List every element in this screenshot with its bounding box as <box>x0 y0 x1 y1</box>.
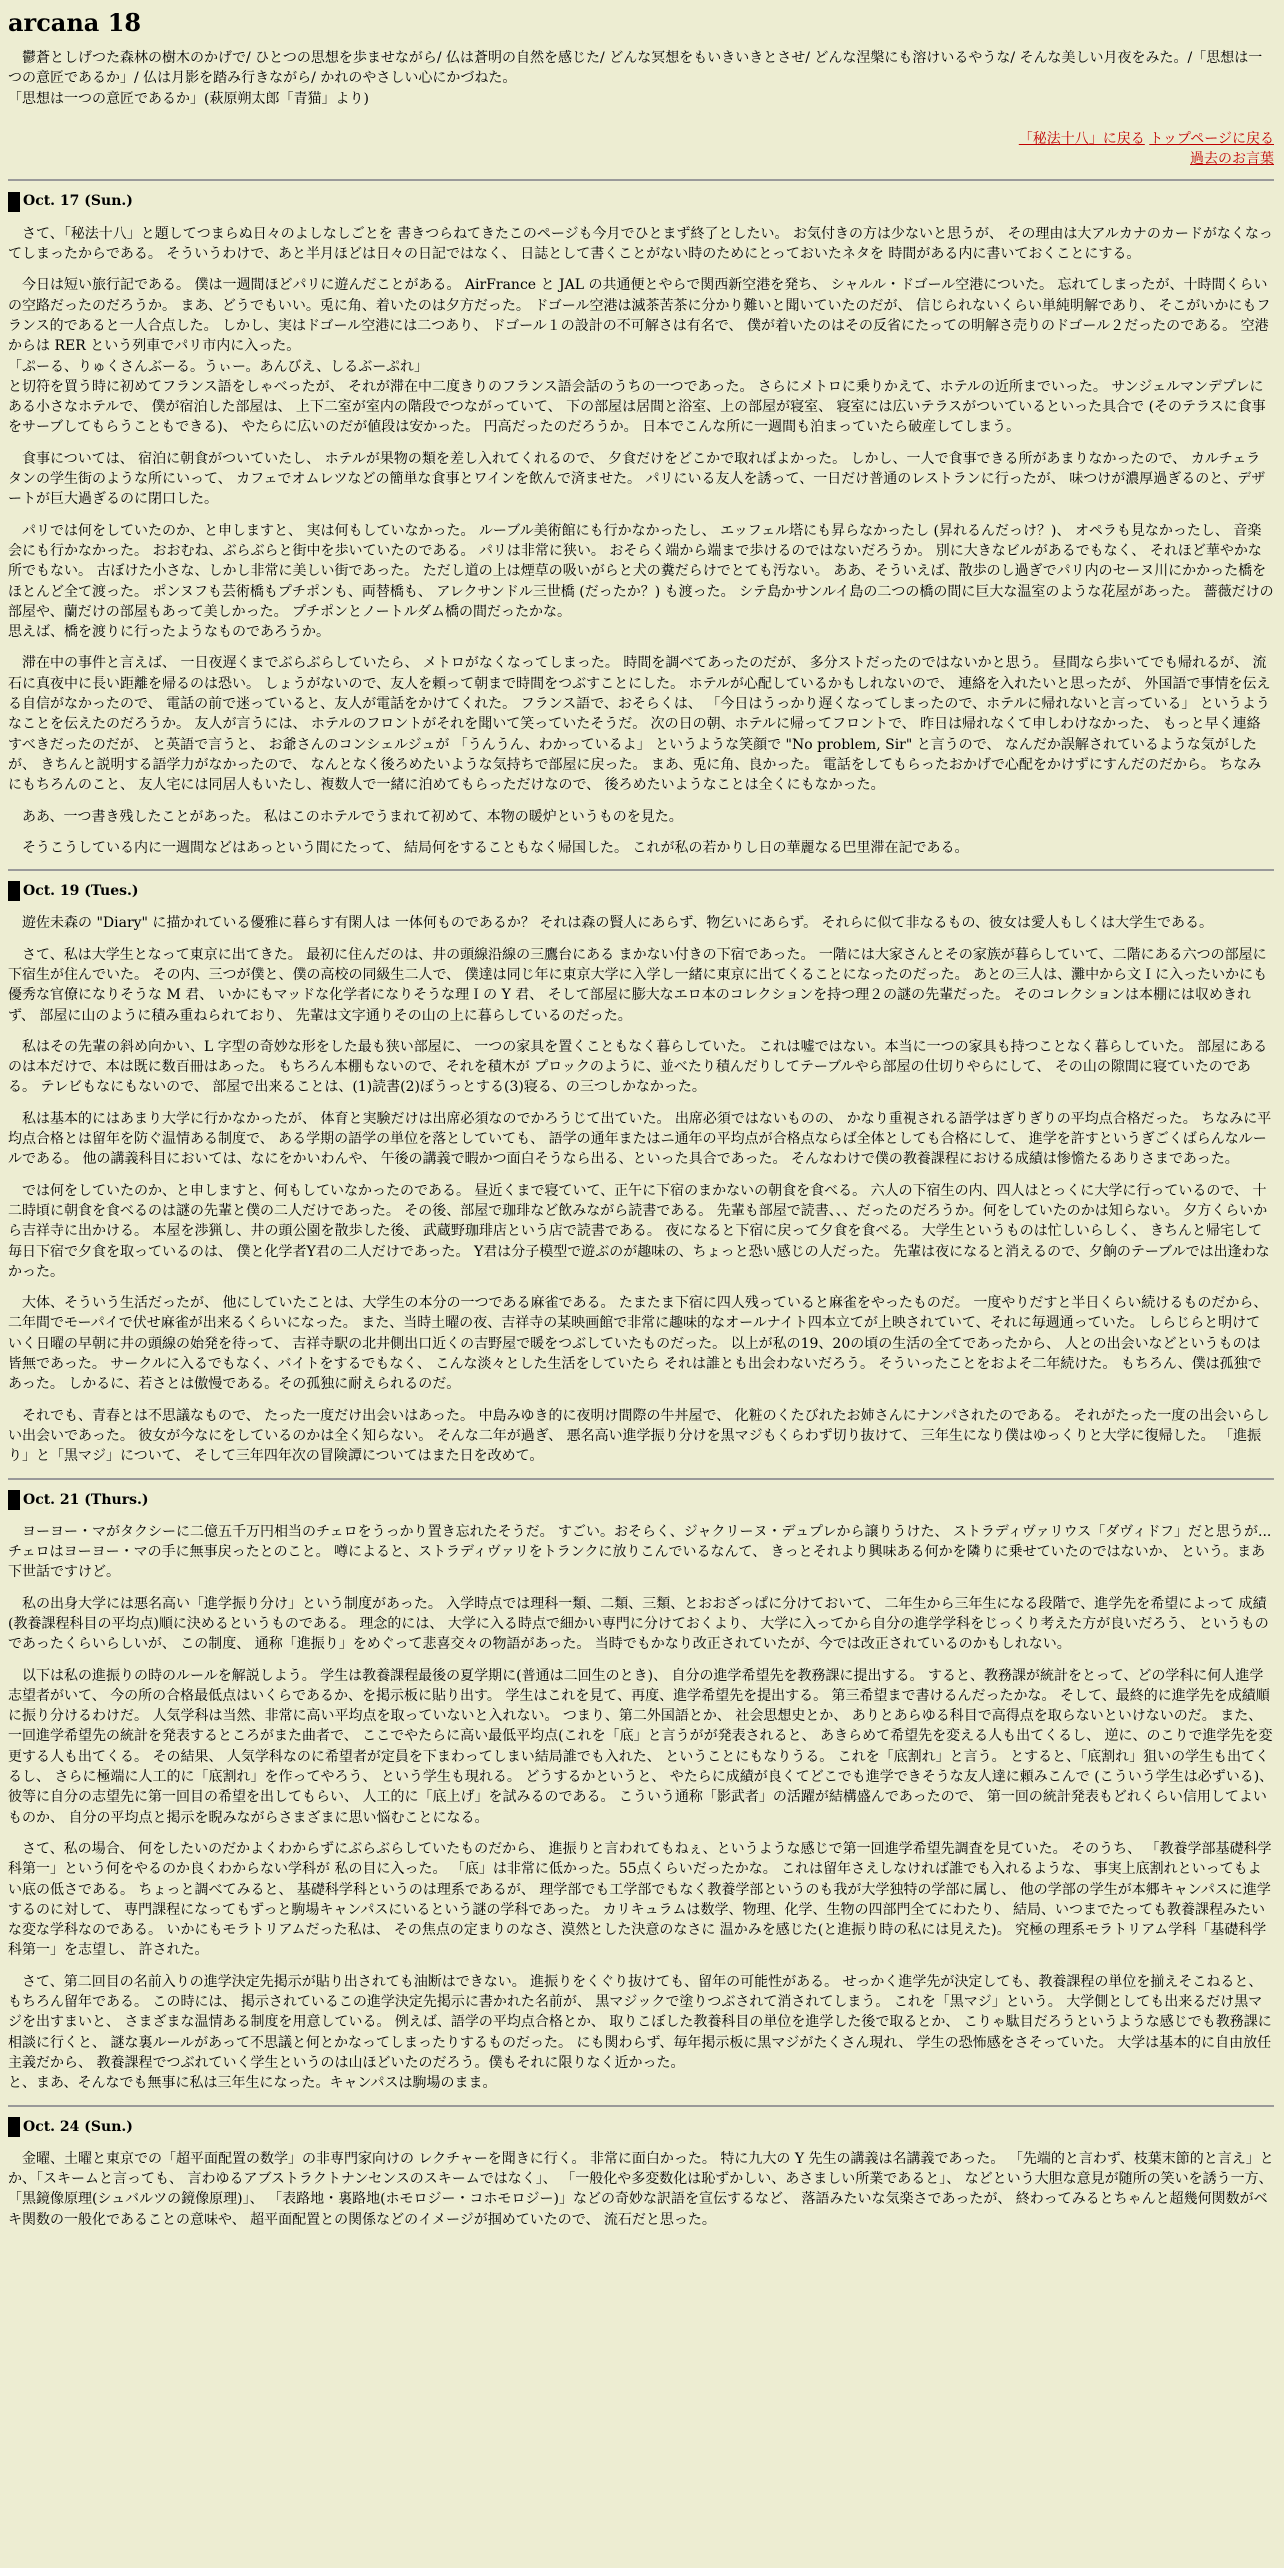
entry-paragraph: と、まあ、そんなでも無事に私は三年生になった。キャンパスは駒場のまま。 <box>8 2075 497 2092</box>
divider <box>8 2105 1274 2107</box>
entry-date-header <box>8 191 1274 211</box>
entry-paragraph: 以下は私の進振りの時のルールを解説しよう。 学生は教養課程最後の夏学期に(普通は二回生のとき)、 自分の進学希望先を教務課に提出する。 すると、教務課が統計をとって、どの学科に何人進学志望者がいて、 今の所の合格最低点はいくらであるか、を掲示板に貼り出す。 学生はこれを見て、再度、進学希望先を提出する。 第三希望まで書けるんだったかな。 そして、最終的に進学先を成績順に振り分けるわけだ。 人気学科は当然、非常に高い平均点を取っていないと入れない。 つまり、第二外国語とか、 社会思想史とか、 ありとあらゆる科目で高得点を取らないといけないのだ。 また、一回進学希望先の統計を発表するところがまた曲者で、 ここでやたらに高い最低平均点(これを「底」と言うがが発表されると、 あきらめて希望先を変える人も出てくるし、 逆に、のこりで進学先を変更する人も出てくる。 その結果、 人気学科なのに希望者が定員を下まわってしまい結局誰でも入れた、 ということにもなりうる。 これを「底割れ」と言う。 とすると、「底割れ」狙いの学生も出てくるし、 さらに極端に人工的に「底割れ」を作ってやろう、 という学生も現れる。 どうするかというと、 やたらに成績が良くてどこでも進学できそうな友人達に頼みこんで (こういう学生は必ずいる)、 彼等に自分の志望先に第一回目の希望を出してもらい、 人工的に「底上げ」を試みるのである。 こういう通称「影武者」の活躍が結構盛んであったので、 第一回の統計発表もどれくらい信用してよいものか、 自分の平均点と掲示を睨みながらさまざまに思い悩むことになる。 <box>8 1667 1274 1826</box>
entry-paragraph: 遊佐未森の "Diary" に描かれている優雅に暮らす有閑人は 一体何ものであるか？ それは森の賢人にあらず、物乞いにあらず。 それらに似て非なるもの、彼女は愛人もしくは大学生である。 <box>22 915 1213 932</box>
date-marker <box>8 2117 20 2137</box>
top-page-link[interactable]: トップページに戻る <box>1149 130 1274 147</box>
entry-date-header <box>8 1490 1274 1510</box>
date-marker <box>8 192 20 212</box>
date-marker <box>8 1490 20 1510</box>
entry-paragraph: 金曜、土曜と東京での「超平面配置の数学」の非専門家向けの レクチャーを聞きに行く。 非常に面白かった。 特に九大の Y 先生の講義は名講義であった。 「先端的と言わず、枝葉末節的と言え」とか、「スキームと言っても、 言わゆるアブストラクトナンセンスのスキームではなく」、 「一般化や多変数化は恥ずかしい、あさましい所業であると」、 などという大胆な意見が随所の笑いを誘う一方、 「黒鏡像原理(シュバルツの鏡像原理)」、 「表路地・裏路地(ホモロジー・コホモロジー)」などの奇妙な訳語を宣伝するなど、 落語みたいな気楽さであったが、 終わってみるとちゃんと超幾何関数がベキ関数の一般化であることの意味や、 超平面配置との関係などのイメージが掴めていたので、 流石だと思った。 <box>8 2150 1274 2228</box>
divider <box>8 179 1274 181</box>
entry-paragraph: さて、「秘法十八」と題してつまらぬ日々のよしなしごとを 書きつらねてきたこのページも今月でひとまず終了としたい。 お気付きの方は少ないと思うが、 その理由は大アルカナのカードがなくなってしまったからである。 そういうわけで、あと半月ほどは日々の日記ではなく、 日誌として書くことがない時のためにとっておいたネタを 時間がある内に書いておくことにする。 <box>8 225 1273 263</box>
entry-paragraph: 私はその先輩の斜め向かい、L 字型の奇妙な形をした最も狭い部屋に、 一つの家具を置くこともなく暮らしていた。 これは嘘ではない。本当に一つの家具も持つことなく暮らしていた。 部屋にあるのは本だけで、本は既に数百冊はあった。 もちろん本棚もないので、それを積木が プロックのように、並べたり積んだりしてテーブルやら部屋の仕切りやらにして、 その山の隙間に寝ていたのである。 テレビもなにもないので、 部屋で出来ることは、(1)読書(2)ぼうっとする(3)寝る、の三つしかなかった。 <box>8 1038 1268 1096</box>
entry-paragraph: それでも、青春とは不思議なもので、 たった一度だけ出会いはあった。 中島みゆき的に夜明け間際の牛丼屋で、 化粧のくたびれたお姉さんにナンパされたのである。 それがたった一度の出会いらしい出会いであった。 彼女が今なにをしているのかは全く知らない。 そんな二年が過ぎ、 悪名高い進学振り分けを黒マジもくらわず切り抜けて、 三年生になり僕はゆっくりと大学に復帰した。 「進振り」と「黒マジ」について、 そして三年四年次の冒険譚についてはまた日を改めて。 <box>8 1407 1270 1465</box>
entry-date: Oct. 19 (Tues.) <box>23 883 139 900</box>
entry-paragraph: 私は基本的にはあまり大学に行かなかったが、 体育と実験だけは出席必須なのでかろうじて出ていた。 出席必須ではないものの、 かなり重視される語学はぎりぎりの平均点合格だった。 ちなみに平均点合格とは留年を防ぐ温情ある制度で、 ある学期の語学の単位を落としていても、 語学の通年またはニ通年の平均点が合格点ならば全体としても合格にして、 進学を許すというぎごくばらんなルールである。 他の講義科目においては、なにをかいわんや、 午後の講義で暇かつ面白そうなら出る、といった具合であった。 そんなわけで僕の教養課程における成績は惨憺たるありさまであった。 <box>8 1110 1272 1168</box>
entry-paragraph: ああ、一つ書き残したことがあった。 私はこのホテルでうまれて初めて、本物の暖炉というものを見た。 <box>22 808 683 825</box>
divider <box>8 869 1274 871</box>
entry-paragraph: ヨーヨー・マがタクシーに二億五千万円相当のチェロをうっかり置き忘れたそうだ。 すごい。おそらく、ジャクリーヌ・デュプレから譲りうけた、 ストラディヴァリウス「ダヴィドフ」だと思うが... チェロはヨーヨー・マの手に無事戻ったとのこと。 噂によると、ストラディヴァリをトランクに放りこんでいるなんて、 きっとそれより興味ある何かを隣りに乗せていたのではないか、 という。まあ下世話ですけど。 <box>8 1523 1272 1581</box>
entry-paragraph: 私の出身大学には悪名高い「進学振り分け」という制度があった。 入学時点では理科一類、二類、三類、とおおざっぱに分けておいて、 二年生から三年生になる段階で、進学先を希望によって 成績(教養課程科目の平均点)順に決めるというものである。 理念的には、 大学に入る時点で細かい専門に分けておくより、 大学に入ってから自分の進学学科をじっくり考えた方が良いだろう、 というものであったくらいらしいが、 この制度、 通称「進振り」をめぐって悲喜交々の物語があった。 当時でもかなり改正されていたが、今では改正されているのかもしれない。 <box>8 1595 1269 1653</box>
epigraph-source: 「思想は一つの意匠であるか」(萩原朔太郎「青猫」より) <box>8 90 369 107</box>
entry-paragraph: 今日は短い旅行記である。 僕は一週間ほどパリに遊んだことがある。 AirFrance と JAL の共通便とやらで関西新空港を発ち、 シャルル・ドゴール空港についた。 忘れてしまったが、十時間くらいの空路だったのだろうか。 まあ、どうでもいい。兎に角、着いたのは夕方だった。 ドゴール空港は滅茶苦茶に分かり難いと聞いていたのだが、 信じられないくらい単純明解であり、 そこがいかにもフランス的であると一人合点した。 しかし、実はドゴール空港には二つあり、 ドゴール１の設計の不可解さは有名で、 僕が着いたのはその反省にたっての明解さ売りのドゴール２だったのである。 空港からは RER という列車でパリ市内に入った。 <box>8 277 1271 355</box>
entry-date: Oct. 17 (Sun.) <box>23 193 133 210</box>
entry-paragraph: さて、私は大学生となって東京に出てきた。 最初に住んだのは、井の頭線沿線の三鷹台にある まかない付きの下宿であった。 一階には大家さんとその家族が暮らしていて、二階にある六つの部屋に下宿生が住んでいた。 その内、三つが僕と、僕の高校の同級生二人で、 僕達は同じ年に東京大学に入学し一緒に東京に出てくることになったのだった。 あとの三人は、灘中から文Ｉに入ったいかにも優秀な官僚になりそうな M 君、 いかにもマッドな化学者になりそうな理Ｉの Y 君、 そして部屋に膨大なエロ本のコレクションを持つ理２の謎の先輩だった。 そのコレクションは本棚には収めきれず、 部屋に山のように積み重ねられており、 先輩は文字通りその山の上に暮らしているのだった。 <box>8 946 1268 1024</box>
entry-date-header <box>8 2117 1274 2137</box>
epigraph-poem: 鬱蒼としげつた森林の樹木のかげで/ ひとつの思想を歩ませながら/ 仏は蒼明の自然を感じた/ どんな冥想をもいきいきとさせ/ どんな涅槃にも溶けいるやうな/ そんな美しい月夜をみた。/「思想は一つの意匠であるか」/ 仏は月影を踏み行きながら/ かれのやさしい心にかづねた。 <box>8 50 1263 87</box>
entry-paragraph: そうこうしている内に一週間などはあっという間にたって、 結局何をすることもなく帰国した。 これが私の若かりし日の華麗なる巴里滞在記である。 <box>22 839 969 856</box>
entry-paragraph: 「ぷーる、りゅくさんぶーる。うぃー。あんびえ、しるぶーぷれ」 <box>8 358 428 375</box>
entry-paragraph: さて、私の場合、 何をしたいのだかよくわからずにぶらぶらしていたものだから、 進振りと言われてもねぇ、というような感じで第一回進学希望先調査を見ていた。 そのうち、 「教養学部基礎科学科第一」という何をやるのか良くわからない学科が 私の目に入った。 「底」は非常に低かった。55点くらいだったかな。 これは留年さえしなければ誰でも入れるような、 事実上底割れといってもよい底の低さである。 ちょっと調べてみると、 基礎科学科というのは理系であるが、 理学部でも工学部でもなく教養学部というのも我が大学独特の学部に属し、 他の学部の学生が本郷キャンパスに進学するのに対して、 専門課程になってもずっと駒場キャンパスにいるという謎の学科であった。 カリキュラムは数学、物理、化学、生物の四部門全てにわたり、 結局、いつまでたっても教養課程みたいな変な学科なのである。 いかにもモラトリアムだった私は、 その焦点の定まりのなさ、漠然とした決意のなさに 温かみを感じた(と進振り時の私には見えた)。 究極の理系モラトリアム学科「基礎科学科第一」を志望し、 許された。 <box>8 1840 1272 1959</box>
entry-paragraph: では何をしていたのか、と申しますと、何もしていなかったのである。 昼近くまで寝ていて、正午に下宿のまかないの朝食を食べる。 六人の下宿生の内、四人はとっくに大学に行っているので、 十二時頃に朝食を食べるのは謎の先輩と僕の二人だけであった。 その後、部屋で珈琲など飲みながら読書である。 先輩も部屋で読書、、、だったのだろうか。何をしていたのかは知らない。 夕方くらいから吉祥寺に出かける。 本屋を渉猟し、井の頭公園を散歩した後、 武蔵野珈琲店という店で読書である。 夜になると下宿に戻って夕食を食べる。 大学生というものは忙しいらしく、 きちんと帰宅して毎日下宿で夕食を取っているのは、 僕と化学者Y君の二人だけであった。 Y君は分子模型で遊ぶのが趣味の、ちょっと恐い感じの人だった。 先輩は夜になると消えるので、夕餉のテーブルでは出逢わなかった。 <box>8 1182 1270 1280</box>
entry-paragraph: と切符を買う時に初めてフランス語をしゃべったが、 それが滞在中二度きりのフランス語会話のうちの一つであった。 さらにメトロに乗りかえて、ホテルの近所までいった。 サンジェルマンデプレにある小さなホテルで、 僕が宿泊した部屋は、 上下二室が室内の階段でつながっていて、 下の部屋は居間と浴室、上の部屋が寝室、 寝室には広いテラスがついているといった具合で (そのテラスに食事をサーブしてもらうこともできる)、 やたらに広いのだが値段は安かった。 円高だったのだろうか。 日本でこんな所に一週間も泊まっていたら破産してしまう。 <box>8 378 1266 436</box>
nav-links <box>8 129 1274 170</box>
entry-paragraph: 思えば、橋を渡りに行ったようなものであろうか。 <box>8 624 330 641</box>
page-title: arcana 18 <box>8 8 142 37</box>
entry-date-header <box>8 881 1274 901</box>
entry-date: Oct. 24 (Sun.) <box>23 2118 133 2135</box>
entry-paragraph: 滞在中の事件と言えば、 一日夜遅くまでぶらぶらしていたら、 メトロがなくなってしまった。 時間を調べてあったのだが、 多分ストだったのではないかと思う。 昼間なら歩いてでも帰れるが、 流石に真夜中に長い距離を帰るのは恐い。 しょうがないので、友人を頼って朝まで時間をつぶすことにした。 ホテルが心配しているかもしれないので、 連絡を入れたいと思ったが、 外国語で事情を伝える自信がなかったので、 電話の前で迷っていると、友人が電話をかけてくれた。 フランス語で、おそらくは、 「今日はうっかり遅くなってしまったので、ホテルに帰れないと言っている」 というようなことを伝えたのだろうか。 友人が言うには、 ホテルのフロントがそれを聞いて笑っていたそうだ。 次の日の朝、ホテルに帰ってフロントで、 昨日は帰れなくて申しわけなかった、 もっと早く連絡すべきだったのだが、 と英語で言うと、 お爺さんのコンシェルジュが 「うんうん、わかっているよ」 というような笑顔で "No problem, Sir" と言うので、 なんだか誤解されているような気がしたが、 きちんと説明する語学力がなかったので、 なんとなく後ろめたいような気持ちで部屋に戻った。 まあ、兎に角、良かった。 電話をしてもらったおかげで心配をかけずにすんだのだから。 ちなみにもちろんのこと、 友人宅には同居人もいたし、複数人で一緒に泊めてもらっただけなので、 後ろめたいようなことは全くにもなかった。 <box>8 655 1271 794</box>
entry-paragraph: 食事については、 宿泊に朝食がついていたし、 ホテルが果物の類を差し入れてくれるので、 夕食だけをどこかで取ればよかった。 しかし、一人で食事できる所があまりなかったので、 カルチェラタンの学生街のような所にいって、 カフェでオムレツなどの簡単な食事とワインを飲んで済ませた。 パリにいる友人を誘って、一日だけ普通のレストランに行ったが、 味つけが濃厚過ぎるのと、デザートが巨大過ぎるのに閉口した。 <box>8 450 1266 508</box>
entry-paragraph: パリでは何をしていたのか、と申しますと、 実は何もしていなかった。 ルーブル美術館にも行かなかったし、 エッフェル塔にも昇らなかったし (昇れるんだっけ？)、 オペラも見なかったし、 音楽会にも行かなかった。 おおむね、ぶらぶらと街中を歩いていたのである。 パリは非常に狭い。 おそらく端から端まで歩けるのではないだろうか。 別に大きなビルがあるでもなく、 それほど華やかな所でもない。 古ぼけた小さな、しかし非常に美しい街であった。 ただし道の上は煙草の吸いがらと犬の糞だらけでとても汚ない。 ああ、そういえば、散歩のし過ぎでパリ内のセーヌ川にかかった橋を ほとんど全て渡った。 ポンヌフも芸術橋もプチポンも、両替橋も、 アレクサンドル三世橋 (だったか？) も渡った。 シテ島かサンルイ島の二つの橋の間に巨大な温室のような花屋があった。 薔薇だけの部屋や、蘭だけの部屋もあって美しかった。 プチポンとノートルダム橋の間だったかな。 <box>8 522 1274 620</box>
archive-link[interactable]: 過去のお言葉 <box>1190 151 1274 168</box>
entry-date: Oct. 21 (Thurs.) <box>23 1491 149 1508</box>
date-marker <box>8 881 20 901</box>
entry-paragraph: 大体、そういう生活だったが、 他にしていたことは、大学生の本分の一つである麻雀である。 たまたま下宿に四人残っていると麻雀をやったものだ。 一度やりだすと半日くらい続けるものだから、 二年間でモーパイで伏せ麻雀が出来るくらいになった。 また、当時土曜の夜、吉祥寺の某映画館で非常に趣味的なオールナイト四本立てが上映されていて、それに毎週通っていた。 しらじらと明けていく日曜の早朝に井の頭線の始発を待って、 吉祥寺駅の北井側出口近くの吉野屋で暖をつぶしていたものだった。 以上が私の19、20の頃の生活の全てであったから、 人との出会いなどというものは皆無であった。 サークルに入るでもなく、バイトをするでもなく、 こんな淡々とした生活をしていたら それは誰とも出会わないだろう。 そういったことをおよそ二年続けた。 もちろん、僕は孤独であった。 しかるに、若さとは傲慢である。その孤独に耐えられるのだ。 <box>8 1295 1268 1393</box>
epigraph <box>8 48 1274 109</box>
back-to-arcana-link[interactable]: 「秘法十八」に戻る <box>1018 130 1145 147</box>
entry-paragraph: さて、第二回目の名前入りの進学決定先掲示が貼り出されても油断はできない。 進振りをくぐり抜けても、留年の可能性がある。 せっかく進学先が決定しても、教養課程の単位を揃えそこねると、 もちろん留年である。 この時には、 掲示されているこの進学決定先掲示に書かれた名前が、 黒マジックで塗りつぶされて消されてしまう。 これを「黒マジ」という。 大学側としても出来るだけ黒マジを出すまいと、 さまざまな温情ある制度を用意している。 例えば、語学の平均点合格とか、 取りこぼした教養科目の単位を進学した後で取るとか、 こりゃ駄目だろうというような感じでも教務課に相談に行くと、 謎な裏ルールがあって不思議と何とかなってしまったりするものだった。 にも関わらず、毎年掲示板に黒マジがたくさん現れ、 学生の恐怖感をさそっていた。 大学は基本的に自由放任主義だから、 教養課程でつぶれていく学生というのは山ほどいたのだろう。僕もそれに限りなく近かった。 <box>8 1973 1272 2071</box>
divider <box>8 1478 1274 1480</box>
